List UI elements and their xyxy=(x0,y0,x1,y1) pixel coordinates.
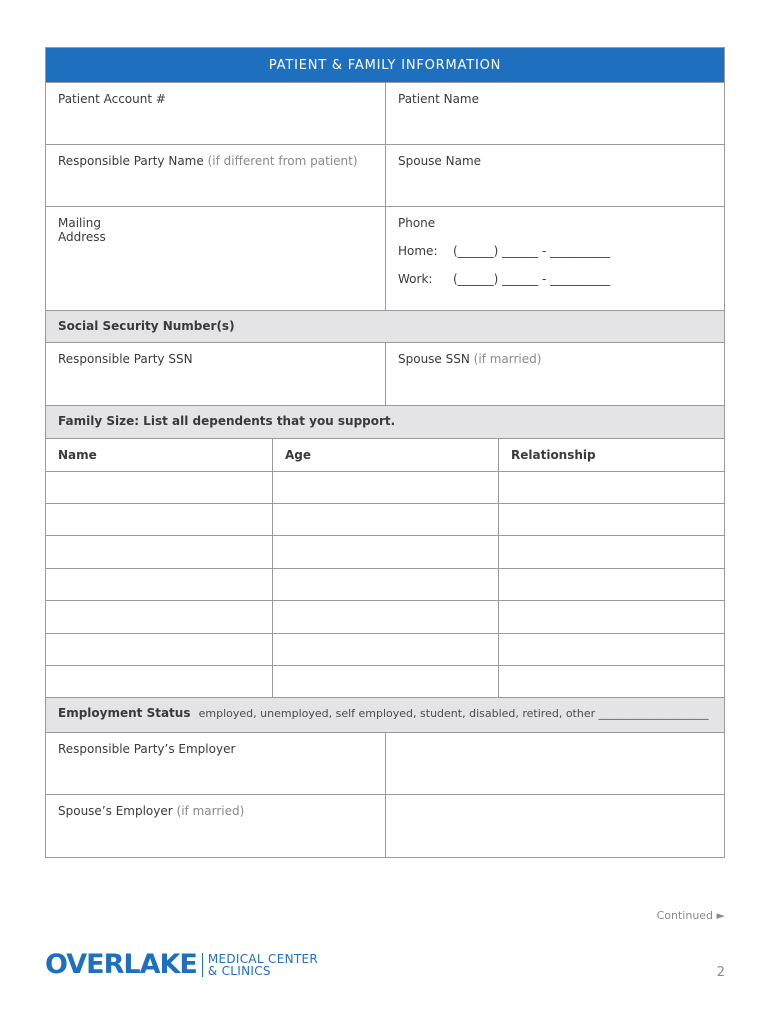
responsible-ssn-field[interactable] xyxy=(46,343,385,405)
ssn-section-title: Social Security Number(s) xyxy=(46,311,724,342)
spouse-employer-input[interactable] xyxy=(385,795,724,857)
patient-name-field[interactable] xyxy=(385,83,724,144)
spouse-name-field[interactable] xyxy=(385,145,724,206)
relationship-cell[interactable] xyxy=(498,601,724,633)
age-cell[interactable] xyxy=(272,601,498,633)
row-account-name xyxy=(46,83,724,145)
row-responsible-spouse xyxy=(46,145,724,207)
responsible-employer-input[interactable] xyxy=(385,733,724,794)
mailing-address-label-2: Address xyxy=(58,230,106,244)
logo-subtitle-line-1: MEDICAL CENTER xyxy=(207,951,319,966)
row-address-phone xyxy=(46,207,724,311)
table-row xyxy=(46,472,724,504)
logo-wordmark: OVERLAKE xyxy=(45,949,197,980)
mailing-address-field[interactable] xyxy=(46,207,385,310)
ssn-section-row xyxy=(46,311,724,343)
continued-label: Continued ► xyxy=(656,909,725,922)
phone-label: Phone xyxy=(398,216,436,230)
spouse-ssn-label: Spouse SSN xyxy=(398,352,470,366)
employment-options: employed, unemployed, self employed, student, disabled, retired, other ____________________ xyxy=(198,707,709,720)
work-phone-label: Work: xyxy=(398,272,433,286)
relationship-cell[interactable] xyxy=(498,472,724,503)
logo-divider xyxy=(202,953,203,977)
mailing-address-label-1: Mailing xyxy=(58,216,101,230)
page-number: 2 xyxy=(716,965,725,980)
work-phone-blank[interactable]: (______) ______ - __________ xyxy=(453,272,611,286)
relationship-cell[interactable] xyxy=(498,536,724,568)
spouse-ssn-field[interactable] xyxy=(385,343,724,405)
employment-section-row xyxy=(46,698,724,733)
family-section-title: Family Size: List all dependents that you support. xyxy=(46,406,724,438)
row-ssn xyxy=(46,343,724,406)
table-row xyxy=(46,569,724,601)
col-age-header: Age xyxy=(272,439,498,471)
name-cell[interactable] xyxy=(46,666,272,697)
responsible-party-name-label: Responsible Party Name xyxy=(58,154,204,168)
responsible-employer-label-cell xyxy=(46,733,385,794)
relationship-cell[interactable] xyxy=(498,504,724,535)
name-cell[interactable] xyxy=(46,472,272,503)
spouse-employer-note: (if married) xyxy=(176,804,245,818)
patient-name-label: Patient Name xyxy=(398,92,479,106)
spouse-employer-label-cell xyxy=(46,795,385,857)
name-cell[interactable] xyxy=(46,634,272,665)
age-cell[interactable] xyxy=(272,504,498,535)
home-phone-label: Home: xyxy=(398,244,438,258)
patient-family-form xyxy=(45,47,725,858)
home-phone-line[interactable] xyxy=(398,244,712,258)
row-responsible-employer xyxy=(46,733,724,795)
age-cell[interactable] xyxy=(272,666,498,697)
home-phone-blank[interactable]: (______) ______ - __________ xyxy=(453,244,611,258)
name-cell[interactable] xyxy=(46,601,272,633)
age-cell[interactable] xyxy=(272,569,498,600)
spouse-employer-label: Spouse’s Employer xyxy=(58,804,173,818)
employment-section-title: Employment Status xyxy=(58,706,191,720)
age-cell[interactable] xyxy=(272,472,498,503)
patient-account-field[interactable] xyxy=(46,83,385,144)
table-row xyxy=(46,601,724,634)
col-relationship-header: Relationship xyxy=(498,439,724,471)
responsible-party-name-note: (if different from patient) xyxy=(207,154,358,168)
logo-subtitle xyxy=(208,953,318,977)
form-header: PATIENT & FAMILY INFORMATION xyxy=(46,48,724,83)
patient-account-label: Patient Account # xyxy=(58,92,166,106)
family-section-row xyxy=(46,406,724,439)
name-cell[interactable] xyxy=(46,536,272,568)
spouse-ssn-note: (if married) xyxy=(473,352,542,366)
age-cell[interactable] xyxy=(272,536,498,568)
responsible-employer-label: Responsible Party’s Employer xyxy=(58,742,236,756)
table-row xyxy=(46,634,724,666)
table-row xyxy=(46,536,724,569)
table-row xyxy=(46,666,724,698)
family-table-header xyxy=(46,439,724,472)
relationship-cell[interactable] xyxy=(498,634,724,665)
col-name-header: Name xyxy=(58,448,97,462)
row-spouse-employer xyxy=(46,795,724,857)
name-cell[interactable] xyxy=(46,569,272,600)
phone-field xyxy=(385,207,724,310)
relationship-cell[interactable] xyxy=(498,569,724,600)
employment-status-field[interactable] xyxy=(46,698,724,732)
logo-subtitle-line-2: & CLINICS xyxy=(207,963,271,978)
relationship-cell[interactable] xyxy=(498,666,724,697)
table-row xyxy=(46,504,724,536)
age-cell[interactable] xyxy=(272,634,498,665)
spouse-name-label: Spouse Name xyxy=(398,154,482,168)
overlake-logo xyxy=(45,951,318,978)
work-phone-line[interactable] xyxy=(398,272,712,286)
name-cell[interactable] xyxy=(46,504,272,535)
responsible-party-name-field[interactable] xyxy=(46,145,385,206)
responsible-ssn-label: Responsible Party SSN xyxy=(58,352,193,366)
